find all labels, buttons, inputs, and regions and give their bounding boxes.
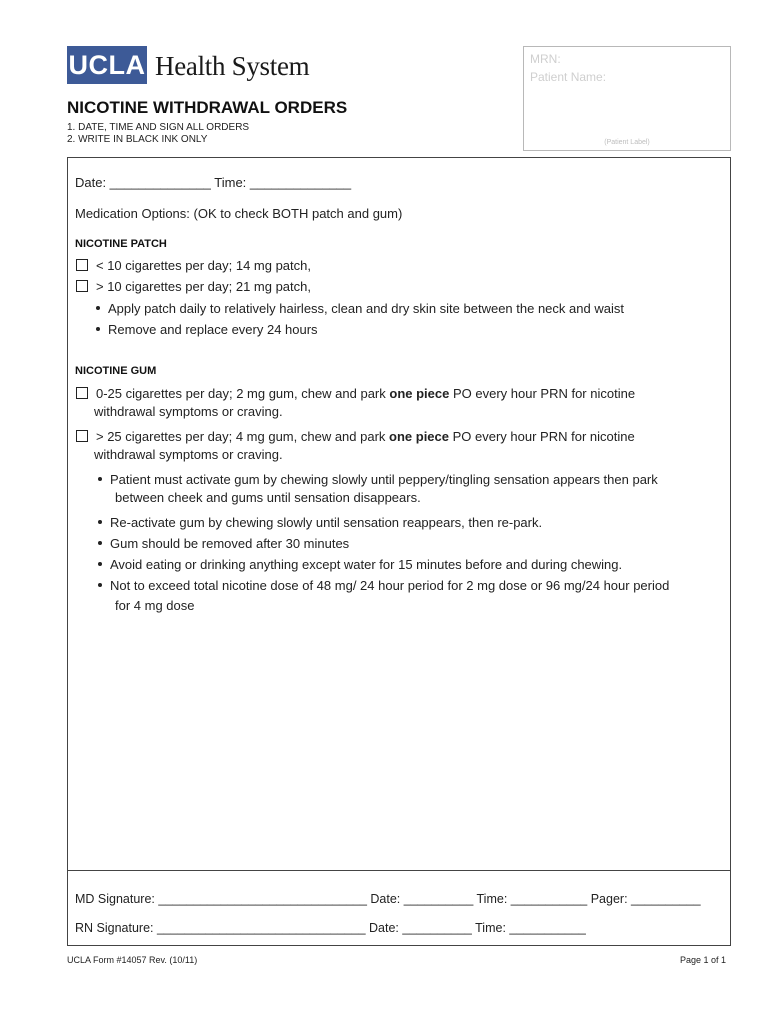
instruction-1: 1. DATE, TIME AND SIGN ALL ORDERS	[67, 122, 250, 133]
md-signature-line[interactable]: MD Signature: ______________________________ Date: __________ Time: ___________ Pager: __________	[75, 892, 701, 906]
patch-bullet-apply	[96, 301, 624, 316]
bullet-icon	[98, 583, 102, 587]
bullet-icon	[98, 520, 102, 524]
checkbox-icon[interactable]	[76, 280, 88, 292]
nicotine-gum-heading: NICOTINE GUM	[75, 365, 157, 377]
checkbox-icon[interactable]	[76, 387, 88, 399]
gum-bullet-avoid-text: Avoid eating or drinking anything except water for 15 minutes before and during chewing.	[110, 557, 623, 572]
date-time-field[interactable]: Date: ______________ Time: ______________	[75, 175, 352, 190]
checkbox-icon[interactable]	[76, 259, 88, 271]
patch-option-14mg-label: < 10 cigarettes per day; 14 mg patch,	[96, 258, 311, 273]
ucla-logo: UCLA	[67, 46, 147, 84]
gum-bullet-activate-continued: between cheek and gums until sensation disappears.	[115, 490, 421, 505]
gum-option-2mg-text: 0-25 cigarettes per day; 2 mg gum, chew and park	[96, 386, 390, 401]
gum-bullet-activate-text: Patient must activate gum by chewing slowly until peppery/tingling sensation appears then park	[110, 472, 658, 487]
bullet-icon	[96, 327, 100, 331]
gum-bullet-avoid	[98, 557, 622, 572]
rn-signature-line[interactable]: RN Signature: ______________________________ Date: __________ Time: ___________	[75, 921, 586, 935]
patch-option-14mg[interactable]	[76, 258, 311, 273]
medication-options: Medication Options: (OK to check BOTH patch and gum)	[75, 206, 403, 221]
gum-bullet-limit-text: Not to exceed total nicotine dose of 48 mg/ 24 hour period for 2 mg dose or 96 mg/24 hour period	[110, 578, 670, 593]
orders-box	[67, 157, 731, 871]
health-system-logo-text: Health System	[155, 51, 310, 81]
gum-bullet-reactivate	[98, 515, 542, 530]
patient-label-caption: (Patient Label)	[604, 139, 650, 146]
gum-option-4mg-bold: one piece	[389, 429, 449, 444]
gum-option-4mg-text-end: PO every hour PRN for nicotine	[449, 429, 635, 444]
gum-option-4mg[interactable]	[76, 429, 635, 444]
gum-bullet-limit	[98, 578, 669, 593]
patch-bullet-remove-text: Remove and replace every 24 hours	[108, 322, 318, 337]
signature-box	[67, 870, 731, 946]
nicotine-patch-heading: NICOTINE PATCH	[75, 238, 167, 250]
patient-name-label: Patient Name:	[530, 70, 607, 84]
bullet-icon	[96, 306, 100, 310]
patient-label-box	[523, 46, 731, 151]
patch-option-21mg-label: > 10 cigarettes per day; 21 mg patch,	[96, 279, 311, 294]
gum-option-2mg-continued: withdrawal symptoms or craving.	[94, 404, 283, 419]
gum-option-2mg-bold: one piece	[389, 386, 450, 401]
instruction-2: 2. WRITE IN BLACK INK ONLY	[67, 134, 208, 145]
form-title: NICOTINE WITHDRAWAL ORDERS	[67, 98, 348, 117]
mrn-label: MRN:	[530, 52, 561, 66]
patch-bullet-remove	[96, 322, 318, 337]
gum-option-4mg-continued: withdrawal symptoms or craving.	[94, 447, 283, 462]
gum-bullet-remove-text: Gum should be removed after 30 minutes	[110, 536, 350, 551]
gum-bullet-limit-continued: for 4 mg dose	[115, 598, 195, 613]
bullet-icon	[98, 562, 102, 566]
gum-bullet-activate	[98, 472, 658, 487]
gum-option-2mg[interactable]	[76, 386, 635, 401]
gum-bullet-reactivate-text: Re-activate gum by chewing slowly until sensation reappears, then re-park.	[110, 515, 543, 530]
form-number: UCLA Form #14057 Rev. (10/11)	[67, 955, 198, 965]
bullet-icon	[98, 477, 102, 481]
gum-bullet-remove	[98, 536, 349, 551]
patch-option-21mg[interactable]	[76, 279, 311, 294]
patch-bullet-apply-text: Apply patch daily to relatively hairless, clean and dry skin site between the neck and waist	[108, 301, 624, 316]
checkbox-icon[interactable]	[76, 430, 88, 442]
gum-option-4mg-text: > 25 cigarettes per day; 4 mg gum, chew and park	[96, 429, 390, 444]
page-number: Page 1 of 1	[679, 955, 726, 965]
bullet-icon	[98, 541, 102, 545]
gum-option-2mg-text-end: PO every hour PRN for nicotine	[449, 386, 636, 401]
